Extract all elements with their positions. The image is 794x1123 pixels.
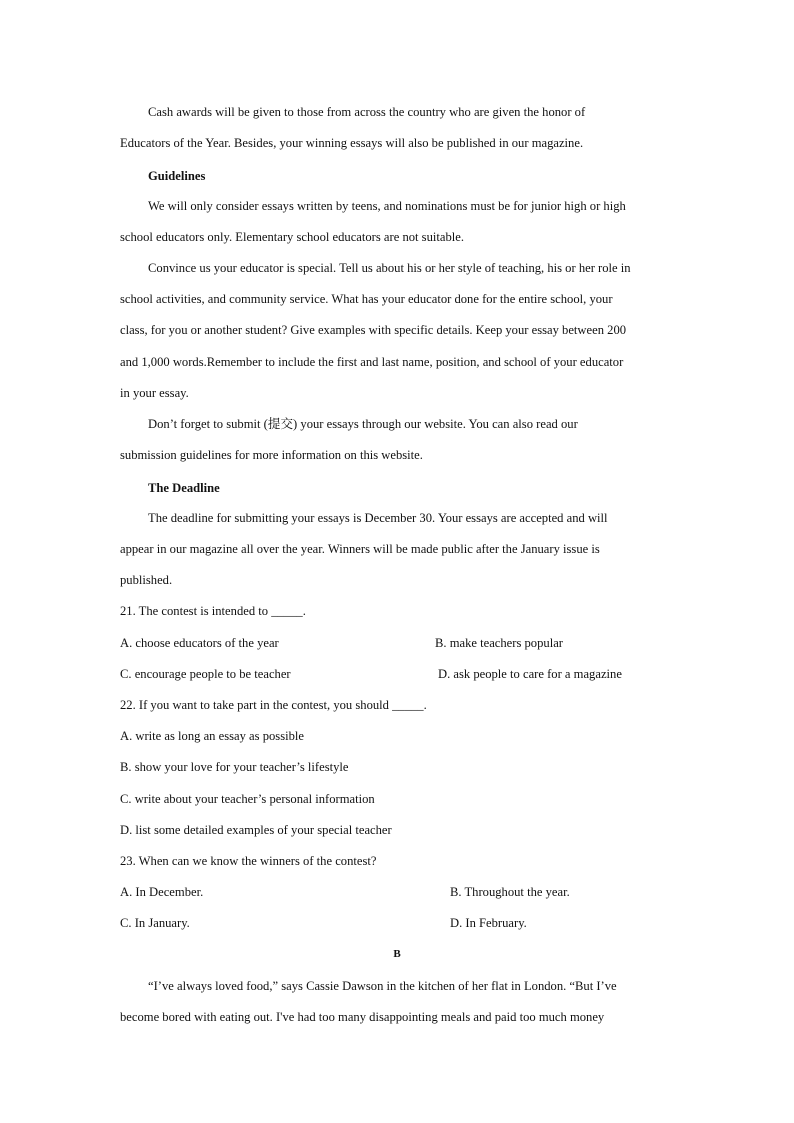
answer-option: D. ask people to care for a magazine (438, 667, 622, 681)
paragraph-line: class, for you or another student? Give examples with specific details. Keep your essay between 200 (120, 323, 627, 337)
paragraph-line: submission guidelines for more information on this website. (120, 448, 423, 462)
answer-option: A. write as long an essay as possible (120, 729, 304, 743)
answer-option: C. encourage people to be teacher (120, 667, 291, 681)
paragraph-line: The deadline for submitting your essays is December 30. Your essays are accepted and will (148, 511, 608, 525)
answer-option: B. make teachers popular (435, 636, 563, 650)
paragraph-line: “I’ve always loved food,” says Cassie Dawson in the kitchen of her flat in London. “But I’ve (148, 979, 617, 993)
paragraph-line: in your essay. (120, 386, 189, 400)
paragraph-line: published. (120, 573, 173, 587)
paragraph-line: and 1,000 words.Remember to include the first and last name, position, and school of your educator (120, 355, 624, 369)
paragraph-line: appear in our magazine all over the year. Winners will be made public after the January issue is (120, 542, 600, 556)
paragraph-line: Cash awards will be given to those from across the country who are given the honor of (148, 105, 586, 119)
question-stem: 22. If you want to take part in the contest, you should _____. (120, 698, 427, 712)
paragraph-line: Convince us your educator is special. Tell us about his or her style of teaching, his or her role in (148, 261, 631, 275)
answer-option: B. Throughout the year. (450, 885, 570, 899)
answer-option: C. write about your teacher’s personal information (120, 792, 375, 806)
section-heading-deadline: The Deadline (148, 481, 220, 495)
paragraph-line: school educators only. Elementary school educators are not suitable. (120, 230, 465, 244)
answer-option: D. list some detailed examples of your special teacher (120, 823, 392, 837)
paragraph-line: Don’t forget to submit (提交) your essays through our website. You can also read our (148, 417, 578, 431)
answer-option: A. choose educators of the year (120, 636, 279, 650)
paragraph-line: become bored with eating out. I've had too many disappointing meals and paid too much money (120, 1010, 605, 1024)
answer-option: B. show your love for your teacher’s lifestyle (120, 760, 349, 774)
paragraph-line: school activities, and community service. What has your educator done for the entire school, your (120, 292, 613, 306)
paragraph-line: Educators of the Year. Besides, your winning essays will also be published in our magazine. (120, 136, 584, 150)
section-heading-guidelines: Guidelines (148, 169, 206, 183)
question-stem: 21. The contest is intended to _____. (120, 604, 306, 618)
section-label-b: B (393, 948, 401, 960)
answer-option: D. In February. (450, 916, 527, 930)
question-stem: 23. When can we know the winners of the contest? (120, 854, 377, 868)
answer-option: A. In December. (120, 885, 204, 899)
answer-option: C. In January. (120, 916, 190, 930)
paragraph-line: We will only consider essays written by teens, and nominations must be for junior high or high (148, 199, 626, 213)
